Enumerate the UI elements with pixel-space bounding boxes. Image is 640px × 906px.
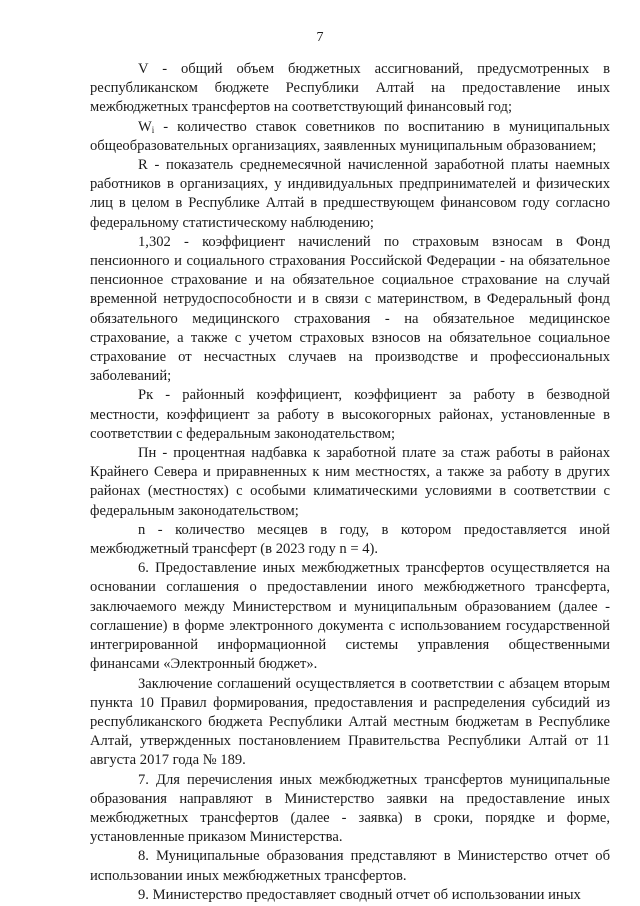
paragraph-n-definition: n - количество месяцев в году, в котором предоставляется иной межбюджетный трансферт (в 2023 году n = 4).	[90, 521, 610, 558]
paragraph-w-definition	[90, 118, 610, 156]
paragraph-v-definition: V - общий объем бюджетных ассигнований, предусмотренных в республиканском бюджете Республики Алтай на предоставление иных межбюджетных трансфертов на соответствующий финансовый год;	[90, 61, 610, 116]
paragraph-item-9: 9. Министерство предоставляет сводный отчет об использовании иных	[138, 886, 581, 903]
paragraph-agreement-conclusion: Заключение соглашений осуществляется в соответствии с абзацем вторым пункта 10 Правил формирования, предоставления и распределения субсидий из республиканского бюджета Республики Алтай местным бюджетам в Республике Алтай, утвержденных постановлением Правительства Республики Алтай от 11 августа 2017 года № 189.	[90, 675, 610, 769]
paragraph-coefficient-1302: 1,302 - коэффициент начислений по страховым взносам в Фонд пенсионного и социального страхования Российской Федерации - на обязательное пенсионное страхование и на обязательное социальное страхование на случай временной нетрудоспособности и в связи с материнством, в Федеральный фонд обязательного медицинского страхования - на обязательное медицинское страхование, а также с учетом страховых взносов на обязательное социальное страхование от несчастных случаев на производстве и профессиональных заболеваний;	[90, 233, 610, 385]
symbol-w-subscript: i	[151, 124, 155, 135]
paragraph-item-8: 8. Муниципальные образования представляют в Министерство отчет об использовании иных межбюджетных трансфертов.	[90, 848, 610, 884]
paragraph-r-definition: R - показатель среднемесячной начисленной заработной платы наемных работников в организациях, у индивидуальных предпринимателей и физических лиц в целом в Республике Алтай в предшествующем финансовом году согласно федеральному статистическому наблюдению;	[90, 157, 610, 231]
document-body	[90, 60, 610, 905]
symbol-w: W	[138, 118, 152, 135]
paragraph-item-6: 6. Предоставление иных межбюджетных трансфертов осуществляется на основании соглашения о предоставлении иного межбюджетного трансферта, заключаемого между Министерством и муниципальным образованием (далее - соглашение) в форме электронного документа с использованием государственной интегрированной информационной системы управления общественными финансами «Электронный бюджет».	[90, 560, 610, 673]
paragraph-pn-definition: Пн - процентная надбавка к заработной плате за стаж работы в районах Крайнего Севера и приравненных к ним местностях, а также за работу в других районах (местностях) с особыми климатическими условиями в соответствии с федеральным законодательством;	[90, 445, 610, 519]
paragraph-w-text: - количество ставок советников по воспитанию в муниципальных общеобразовательных организациях, заявленных муниципальным образованием;	[90, 118, 610, 154]
paragraph-item-7: 7. Для перечисления иных межбюджетных трансфертов муниципальные образования направляют в Министерство заявки на предоставление иных межбюджетных трансфертов (далее - заявка) в сроки, порядке и форме, установленные приказом Министерства.	[90, 771, 610, 846]
paragraph-rk-definition: Рк - районный коэффициент, коэффициент за работу в безводной местности, коэффициент за работу в высокогорных районах, установленные в соответствии с федеральным законодательством;	[90, 387, 610, 442]
page-number: 7	[316, 30, 324, 45]
